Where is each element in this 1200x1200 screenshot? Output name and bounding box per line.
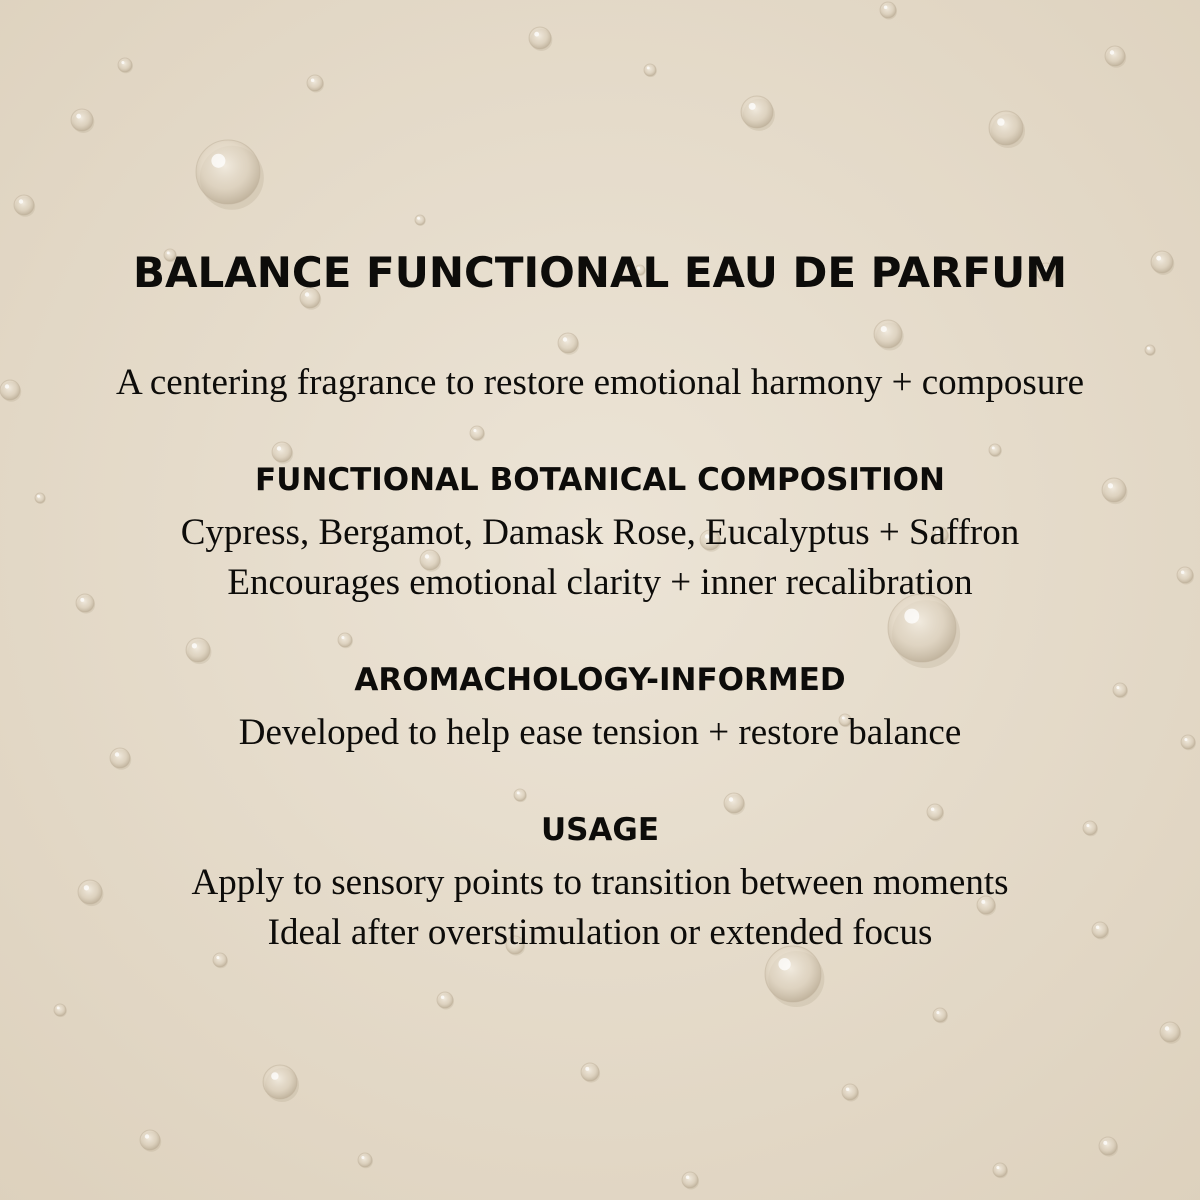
section-line: Encourages emotional clarity + inner recalibration [227,562,973,603]
section-line: Ideal after overstimulation or extended focus [267,912,933,953]
section-heading-composition: FUNCTIONAL BOTANICAL COMPOSITION [255,462,945,498]
section-line: Cypress, Bergamot, Damask Rose, Eucalyptus + Saffron [180,512,1020,553]
tagline: A centering fragrance to restore emotional harmony + composure [115,362,1085,403]
section-heading-aromachology: AROMACHOLOGY-INFORMED [354,662,846,698]
product-title: BALANCE FUNCTIONAL EAU DE PARFUM [132,248,1068,297]
section-line: Developed to help ease tension + restore balance [238,712,962,753]
section-line: Apply to sensory points to transition between moments [191,862,1009,903]
section-heading-usage: USAGE [540,812,660,848]
